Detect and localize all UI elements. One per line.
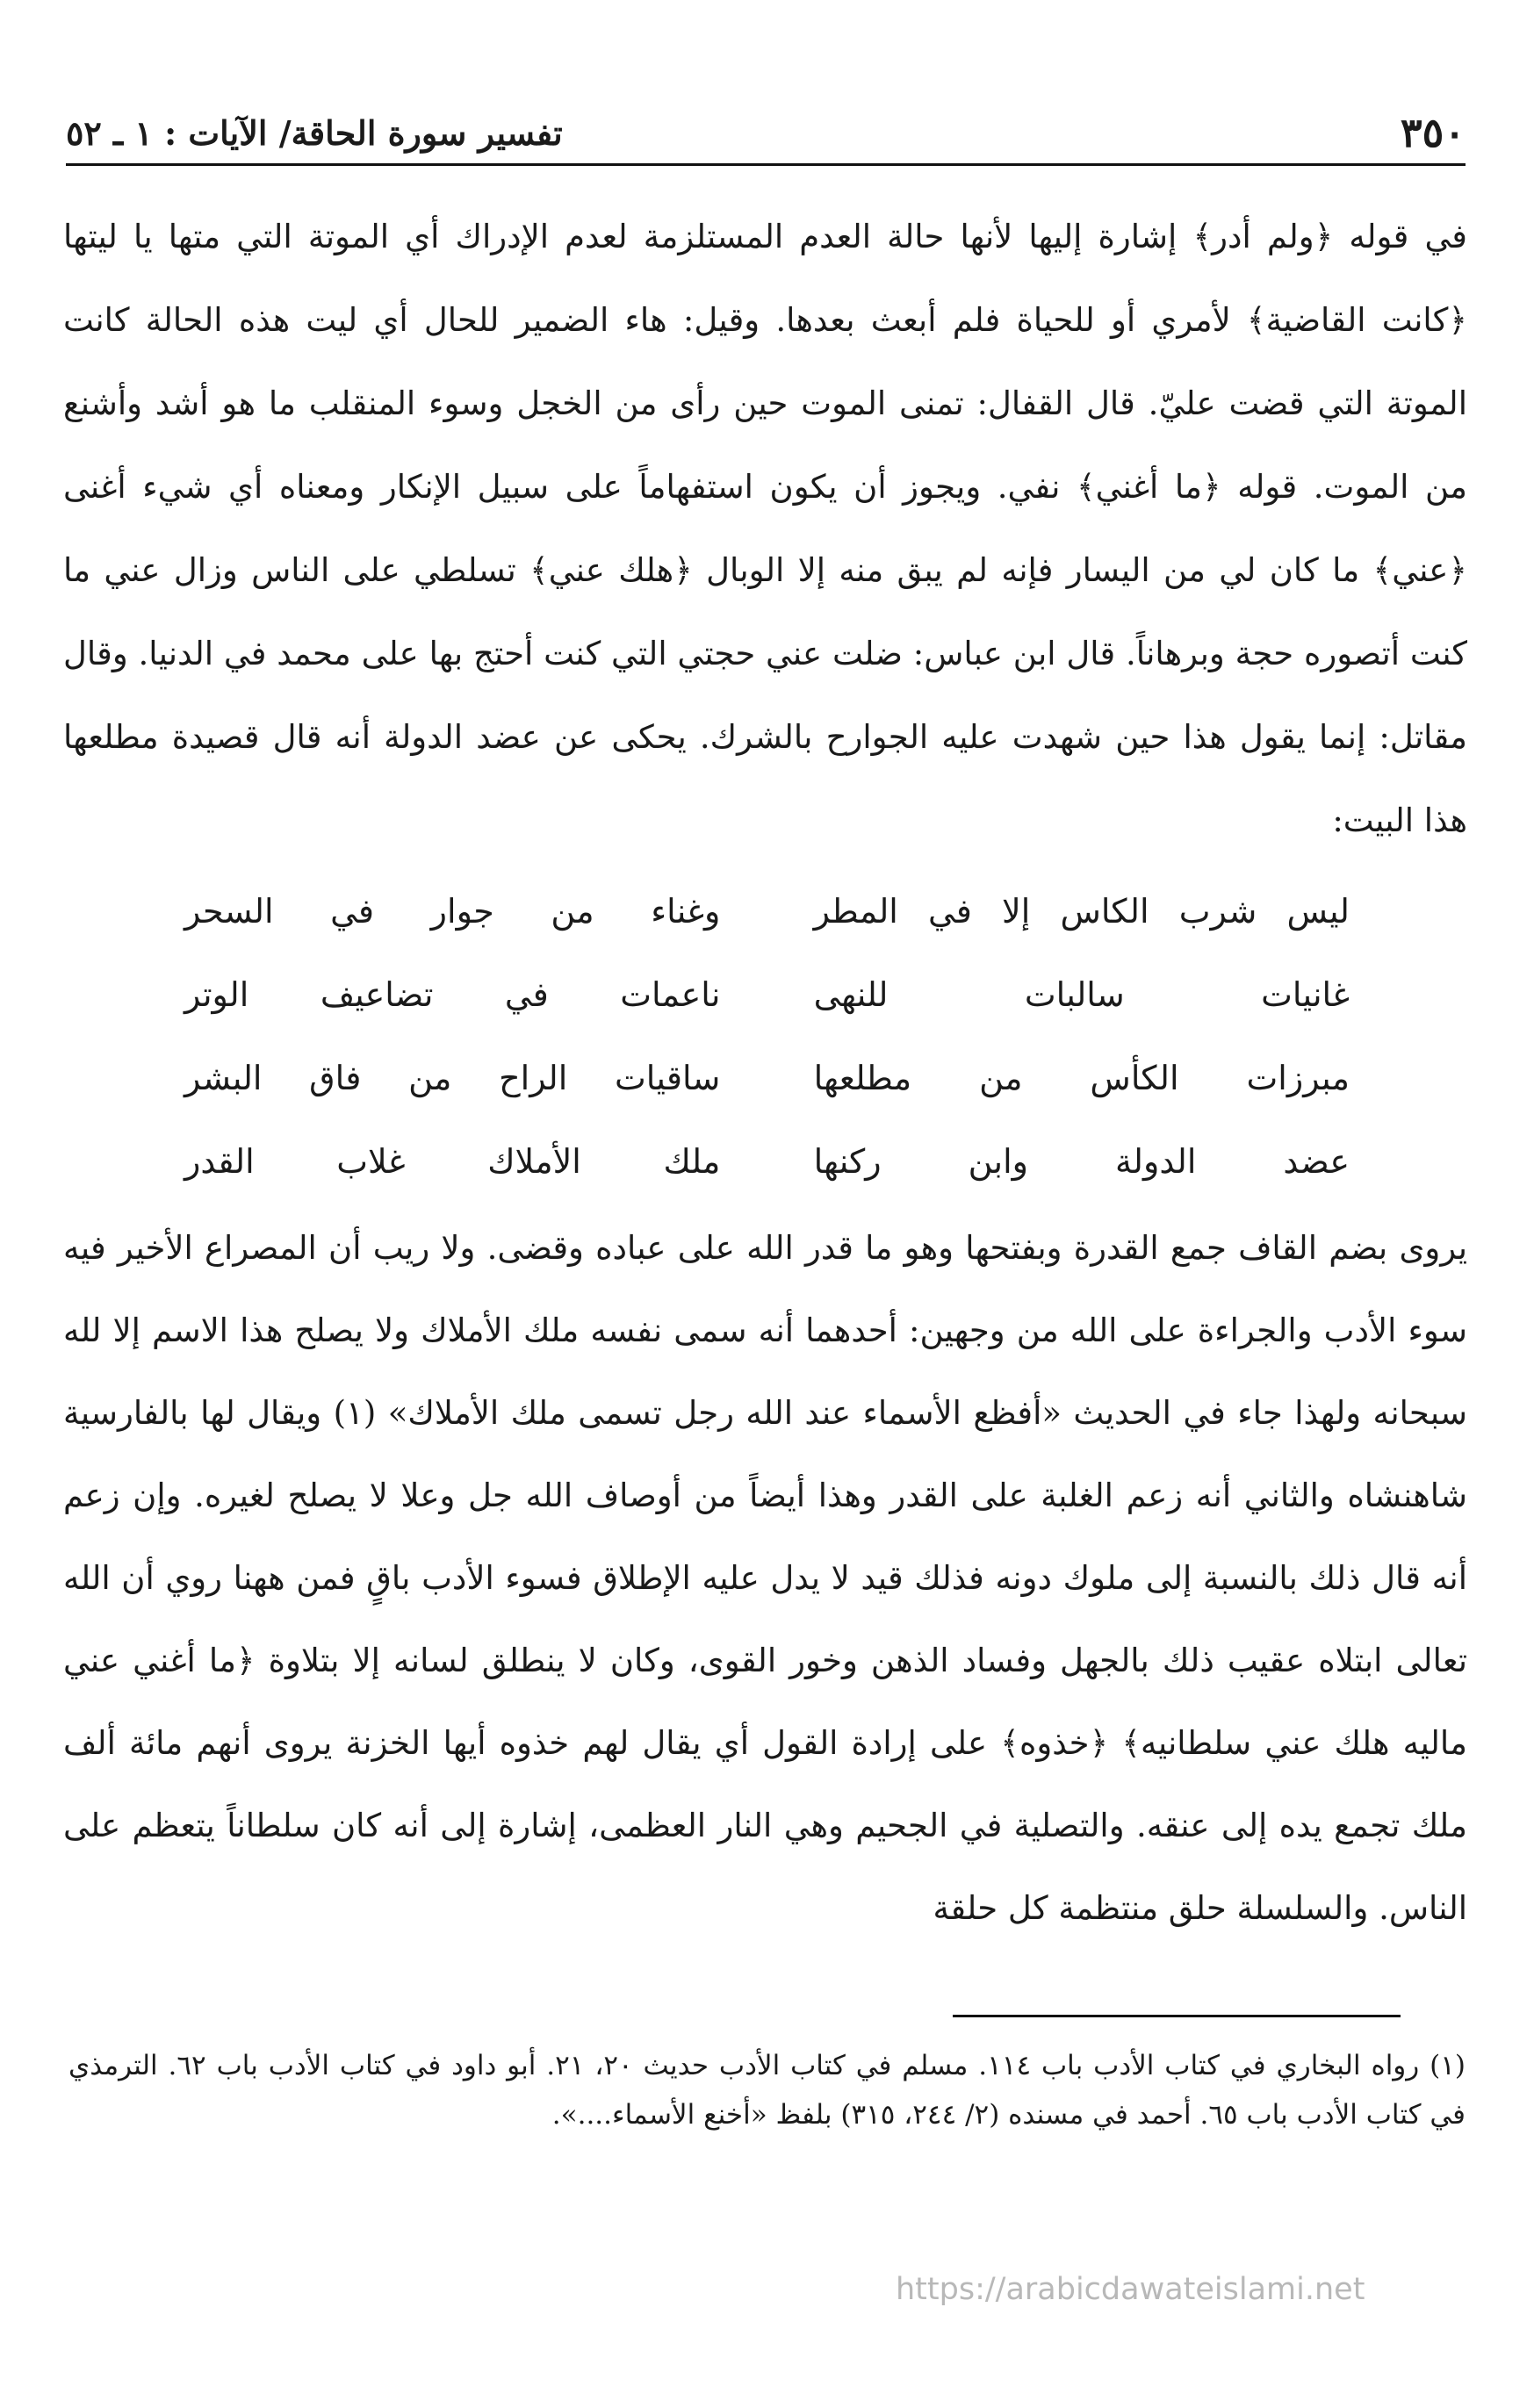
footnotes xyxy=(68,2041,1466,2139)
body-text-upper xyxy=(63,195,1467,862)
poem-verse xyxy=(184,869,1350,952)
running-title: تفسير سورة الحاقة/ الآيات : ١ ـ ٥٢ xyxy=(66,112,563,153)
header-rule xyxy=(66,163,1466,166)
watermark-url: https://arabicdawateislami.net xyxy=(896,2272,1365,2307)
paragraph: يروى بضم القاف جمع القدرة وبفتحها وهو ما قدر الله على عباده وقضى. ولا ريب أن المصراع الأخير فيه سوء الأدب والجراءة على الله من وجهين: أحدهما أنه سمى نفسه ملك الأملاك ولا يصلح هذا الاسم إلا لله سبحانه ولهذا جاء في الحديث «أفظع الأسماء عند الله رجل تسمى ملك الأملاك» (١) ويقال لها بالفارسية شاهنشاه والثاني أنه زعم الغلبة على القدر وهذا أيضاً من أوصاف الله جل وعلا لا يصلح لغيره. وإن زعم أنه قال ذلك بالنسبة إلى ملوك دونه فذلك قيد لا يدل عليه الإطلاق فسوء الأدب باقٍ فمن ههنا روي أن الله تعالى ابتلاه عقيب ذلك بالجهل وفساد الذهن وخور القوى، وكان لا ينطلق لسانه إلا بتلاوة ﴿ما أغني عني ماليه هلك عني سلطانيه﴾ ﴿خذوه﴾ على إرادة القول أي يقال لهم خذوه أيها الخزنة يروى أنهم مائة ألف ملك تجمع يده إلى عنقه. والتصلية في الجحيم وهي النار العظمى، إشارة إلى أنه كان سلطاناً يتعظم على الناس. والسلسلة حلق منتظمة كل حلقة xyxy=(63,1229,1467,1927)
poem-verse xyxy=(184,1119,1350,1203)
poem-hemistich-second: ملك الأملاك غلاب القدر xyxy=(184,1141,721,1181)
poem-hemistich-first: عضد الدولة وابن ركنها xyxy=(813,1141,1350,1181)
body-text-lower xyxy=(63,1207,1467,1950)
poem-hemistich-second: ناعمات في تضاعيف الوتر xyxy=(184,974,721,1014)
page-header xyxy=(66,105,1466,160)
poem-verse xyxy=(184,1036,1350,1119)
footnote: (١) رواه البخاري في كتاب الأدب باب ١١٤. مسلم في كتاب الأدب حديث ٢٠، ٢١. أبو داود في كتاب الأدب باب ٦٢. الترمذي في كتاب الأدب باب ٦٥. أحمد في مسنده (٢/ ٢٤٤، ٣١٥) بلفظ «أخنع الأسماء....». xyxy=(68,2050,1466,2131)
poem xyxy=(184,869,1350,1203)
poem-hemistich-first: غانيات سالبات للنهى xyxy=(813,974,1350,1014)
paragraph: في قوله ﴿ولم أدر﴾ إشارة إليها لأنها حالة العدم المستلزمة لعدم الإدراك أي الموتة التي متها يا ليتها ﴿كانت القاضية﴾ لأمري أو للحياة فلم أبعث بعدها. وقيل: هاء الضمير للحال أي ليت هذه الحالة كانت الموتة التي قضت عليّ. قال القفال: تمنى الموت حين رأى من الخجل وسوء المنقلب ما هو أشد وأشنع من الموت. قوله ﴿ما أغني﴾ نفي. ويجوز أن يكون استفهاماً على سبيل الإنكار ومعناه أي شيء أغنى ﴿عني﴾ ما كان لي من اليسار فإنه لم يبق منه إلا الوبال ﴿هلك عني﴾ تسلطي على الناس وزال عني ما كنت أتصوره حجة وبرهاناً. قال ابن عباس: ضلت عني حجتي التي كنت أحتج بها على محمد في الدنيا. وقال مقاتل: إنما يقول هذا حين شهدت عليه الجوارح بالشرك. يحكى عن عضد الدولة أنه قال قصيدة مطلعها هذا البيت: xyxy=(63,218,1467,839)
poem-hemistich-first: ليس شرب الكاس إلا في المطر xyxy=(813,891,1350,931)
footnote-rule xyxy=(953,2015,1401,2017)
poem-verse xyxy=(184,952,1350,1036)
poem-hemistich-first: مبرزات الكأس من مطلعها xyxy=(813,1058,1350,1097)
poem-hemistich-second: وغناء من جوار في السحر xyxy=(184,891,721,931)
page-number: ٣٥٠ xyxy=(1400,109,1466,156)
poem-hemistich-second: ساقيات الراح من فاق البشر xyxy=(184,1058,721,1097)
